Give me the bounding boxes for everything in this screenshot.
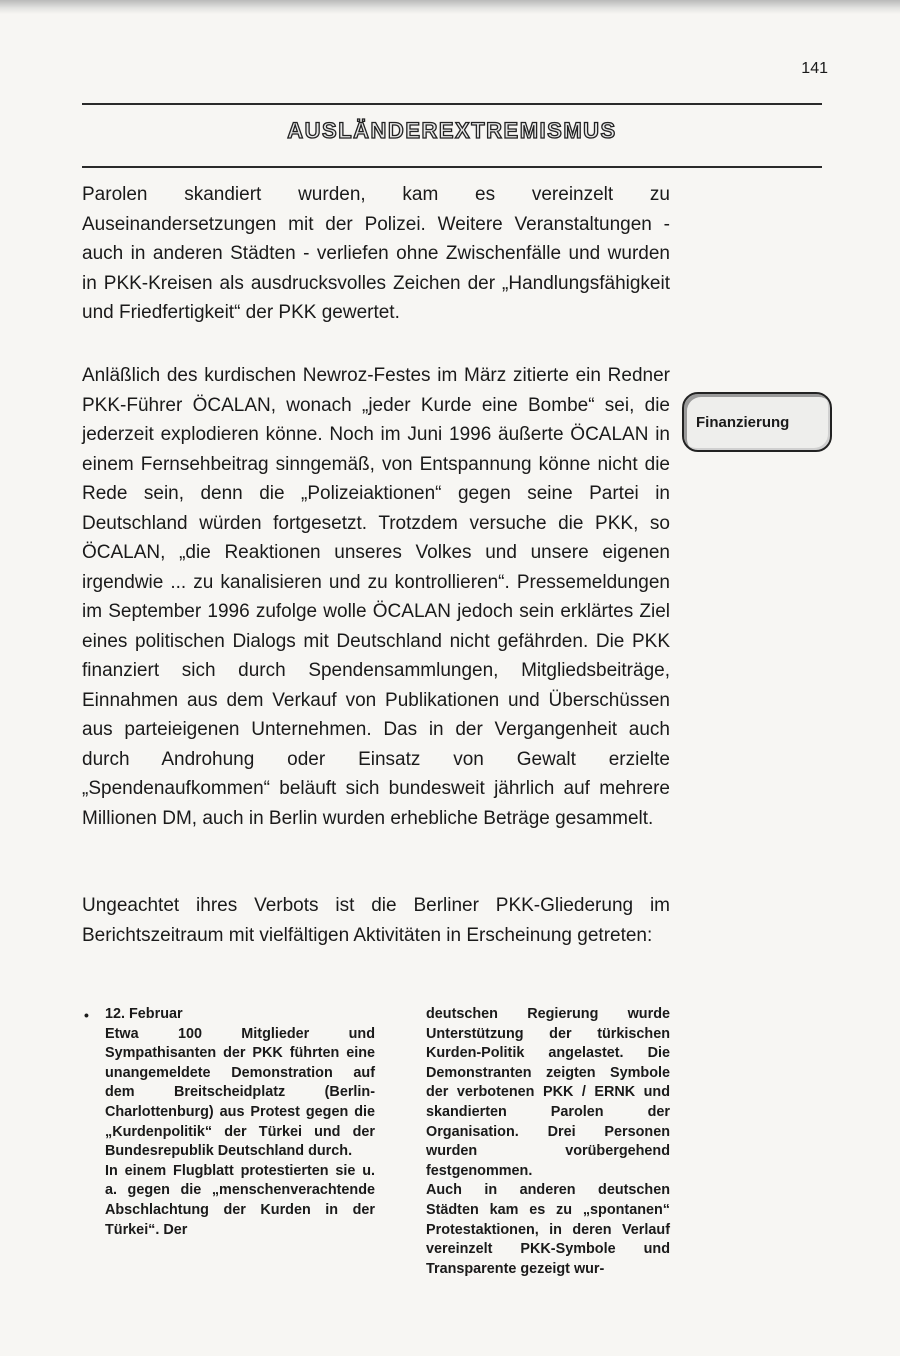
margin-note-label: Finanzierung bbox=[696, 413, 790, 431]
margin-note-finanzierung bbox=[682, 392, 832, 452]
header-rule-bottom bbox=[82, 166, 822, 168]
paragraph-3: Ungeachtet ihres Verbots ist die Berliner PKK-Gliederung im Berichtszeitraum mit vielfältigen Aktivitäten in Erscheinung getreten: bbox=[82, 895, 670, 946]
page-top-shadow bbox=[0, 0, 900, 14]
paragraph-1: Parolen skandiert wurden, kam es vereinzelt zu Auseinandersetzungen mit der Polizei. Weitere Veranstaltungen - auch in anderen Städten - verliefen ohne Zwischenfälle und wurden in PKK-Kreisen als ausdrucksvolles Zeichen der „Handlungsfähigkeit und Friedfertigkeit“ der PKK gewertet. bbox=[82, 184, 670, 323]
event-column-right bbox=[426, 1005, 670, 1279]
header-rule-top bbox=[82, 103, 822, 105]
event-column-left bbox=[105, 1005, 375, 1240]
page-number: 141 bbox=[801, 60, 828, 77]
section-header-title: AUSLÄNDEREXTREMISMUS bbox=[287, 118, 617, 143]
event-text-left-2: In einem Flugblatt protestierten sie u. a. gegen die „menschenverachtende Abschlachtung der Kurden in der Türkei“. Der bbox=[105, 1162, 375, 1238]
event-text-right-1: deutschen Regierung wurde Unterstützung der türkischen Kurden-Politik angelastet. Die Demonstranten zeigten Symbole der verbotenen PKK / ERNK und skandierten Parolen der Organisation. Drei Personen wurden vorübergehend festgenommen. bbox=[426, 1006, 670, 1179]
event-text-left-1: Etwa 100 Mitglieder und Sympathisanten der PKK führten eine unangemeldete Demonstration auf dem Breitscheidplatz (Berlin-Charlottenburg) aus Protest gegen die „Kurdenpolitik“ der Türkei und der Bundesrepublik Deutschland durch. bbox=[105, 1025, 375, 1160]
event-date: 12. Februar bbox=[105, 1006, 183, 1022]
paragraph-2: Anläßlich des kurdischen Newroz-Festes im März zitierte ein Redner PKK-Führer ÖCALAN, wonach „jeder Kurde eine Bombe“ sei, die jederzeit explodieren könne. Noch im Juni 1996 äußerte ÖCALAN in einem Fernsehbeitrag sinngemäß, von Entspannung könne nicht die Rede sein, denn die „Polizeiaktionen“ gegen seine Partei in Deutschland würden fortgesetzt. Trotzdem versuche die PKK, so ÖCALAN, „die Reaktionen unseres Volkes und unsere eigenen irgendwie ... zu kanalisieren und zu kontrollieren“. Pressemeldungen im September 1996 zufolge wolle ÖCALAN jedoch sein erklärtes Ziel eines politischen Dialogs mit Deutschland nicht gefährden. Die PKK finanziert sich durch Spendensammlungen, Mitgliedsbeiträge, Einnahmen aus dem Verkauf von Publikationen und Überschüssen aus parteieigenen Unternehmen. Das in der Vergangenheit auch durch Androhung oder Einsatz von Gewalt erzielte „Spendenaufkommen“ beläuft sich bundesweit jährlich auf mehrere Millionen DM, auch in Berlin wurden erhebliche Beträge gesammelt. bbox=[82, 365, 670, 829]
event-text-right-2: Auch in anderen deutschen Städten kam es zu „spontanen“ Protestaktionen, in deren Verlauf vereinzelt PKK-Symbole und Transparente gezeigt wur- bbox=[426, 1182, 670, 1277]
bullet-icon: • bbox=[84, 1007, 89, 1023]
